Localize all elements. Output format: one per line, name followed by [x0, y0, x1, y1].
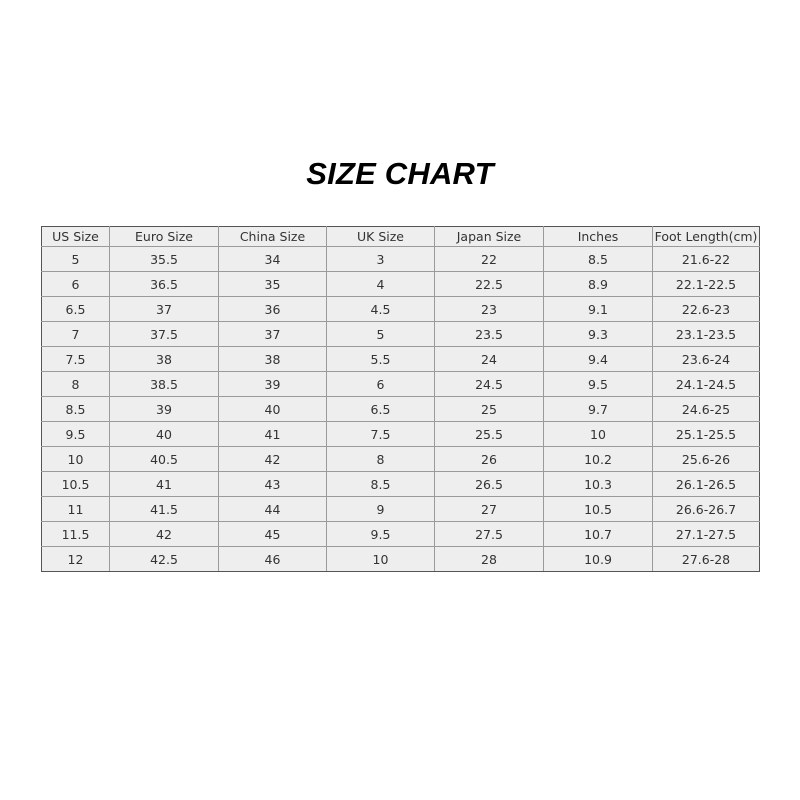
cell-china-size: 36: [219, 297, 327, 322]
cell-foot-length: 22.1-22.5: [653, 272, 760, 297]
cell-japan-size: 28: [435, 547, 544, 572]
cell-inches: 8.5: [544, 247, 653, 272]
cell-china-size: 38: [219, 347, 327, 372]
cell-japan-size: 24: [435, 347, 544, 372]
cell-japan-size: 22.5: [435, 272, 544, 297]
cell-uk-size: 6: [327, 372, 435, 397]
header-china-size: China Size: [219, 227, 327, 247]
cell-euro-size: 40: [110, 422, 219, 447]
cell-foot-length: 27.1-27.5: [653, 522, 760, 547]
cell-us-size: 9.5: [42, 422, 110, 447]
cell-china-size: 40: [219, 397, 327, 422]
header-inches: Inches: [544, 227, 653, 247]
cell-inches: 10.3: [544, 472, 653, 497]
cell-uk-size: 9: [327, 497, 435, 522]
cell-japan-size: 24.5: [435, 372, 544, 397]
cell-foot-length: 24.1-24.5: [653, 372, 760, 397]
table-row: [42, 397, 760, 422]
cell-inches: 9.5: [544, 372, 653, 397]
cell-foot-length: 22.6-23: [653, 297, 760, 322]
cell-japan-size: 27: [435, 497, 544, 522]
header-uk-size: UK Size: [327, 227, 435, 247]
cell-inches: 9.1: [544, 297, 653, 322]
table-row: [42, 522, 760, 547]
cell-china-size: 41: [219, 422, 327, 447]
cell-euro-size: 35.5: [110, 247, 219, 272]
cell-japan-size: 25: [435, 397, 544, 422]
cell-foot-length: 24.6-25: [653, 397, 760, 422]
cell-foot-length: 23.1-23.5: [653, 322, 760, 347]
cell-inches: 10.9: [544, 547, 653, 572]
cell-euro-size: 40.5: [110, 447, 219, 472]
cell-uk-size: 4: [327, 272, 435, 297]
cell-foot-length: 25.1-25.5: [653, 422, 760, 447]
cell-us-size: 6.5: [42, 297, 110, 322]
cell-china-size: 35: [219, 272, 327, 297]
cell-inches: 9.3: [544, 322, 653, 347]
cell-china-size: 34: [219, 247, 327, 272]
header-japan-size: Japan Size: [435, 227, 544, 247]
cell-euro-size: 38: [110, 347, 219, 372]
cell-uk-size: 5.5: [327, 347, 435, 372]
cell-foot-length: 21.6-22: [653, 247, 760, 272]
cell-japan-size: 26: [435, 447, 544, 472]
cell-us-size: 11: [42, 497, 110, 522]
table-row: [42, 422, 760, 447]
cell-foot-length: 26.6-26.7: [653, 497, 760, 522]
cell-china-size: 39: [219, 372, 327, 397]
cell-uk-size: 8: [327, 447, 435, 472]
cell-uk-size: 10: [327, 547, 435, 572]
cell-japan-size: 26.5: [435, 472, 544, 497]
table-row: [42, 472, 760, 497]
table-row: [42, 297, 760, 322]
cell-china-size: 43: [219, 472, 327, 497]
header-foot-length: Foot Length(cm): [653, 227, 760, 247]
table-row: [42, 547, 760, 572]
cell-uk-size: 9.5: [327, 522, 435, 547]
cell-inches: 10: [544, 422, 653, 447]
header-us-size: US Size: [42, 227, 110, 247]
cell-us-size: 6: [42, 272, 110, 297]
table-row: [42, 272, 760, 297]
cell-china-size: 37: [219, 322, 327, 347]
cell-euro-size: 42.5: [110, 547, 219, 572]
cell-uk-size: 3: [327, 247, 435, 272]
cell-us-size: 10.5: [42, 472, 110, 497]
cell-inches: 10.5: [544, 497, 653, 522]
cell-inches: 9.4: [544, 347, 653, 372]
header-euro-size: Euro Size: [110, 227, 219, 247]
table-row: [42, 322, 760, 347]
cell-japan-size: 27.5: [435, 522, 544, 547]
cell-china-size: 44: [219, 497, 327, 522]
cell-us-size: 11.5: [42, 522, 110, 547]
cell-inches: 8.9: [544, 272, 653, 297]
cell-euro-size: 42: [110, 522, 219, 547]
table-row: [42, 372, 760, 397]
cell-us-size: 7.5: [42, 347, 110, 372]
cell-foot-length: 23.6-24: [653, 347, 760, 372]
cell-foot-length: 26.1-26.5: [653, 472, 760, 497]
cell-japan-size: 25.5: [435, 422, 544, 447]
cell-euro-size: 37: [110, 297, 219, 322]
cell-china-size: 45: [219, 522, 327, 547]
page-title: SIZE CHART: [306, 156, 494, 191]
cell-uk-size: 6.5: [327, 397, 435, 422]
cell-us-size: 5: [42, 247, 110, 272]
cell-euro-size: 36.5: [110, 272, 219, 297]
cell-inches: 10.7: [544, 522, 653, 547]
cell-uk-size: 5: [327, 322, 435, 347]
cell-foot-length: 27.6-28: [653, 547, 760, 572]
cell-euro-size: 38.5: [110, 372, 219, 397]
cell-us-size: 8.5: [42, 397, 110, 422]
cell-inches: 10.2: [544, 447, 653, 472]
cell-us-size: 10: [42, 447, 110, 472]
cell-uk-size: 7.5: [327, 422, 435, 447]
cell-uk-size: 4.5: [327, 297, 435, 322]
cell-us-size: 8: [42, 372, 110, 397]
cell-japan-size: 23: [435, 297, 544, 322]
cell-uk-size: 8.5: [327, 472, 435, 497]
table-row: [42, 447, 760, 472]
cell-euro-size: 41: [110, 472, 219, 497]
cell-us-size: 7: [42, 322, 110, 347]
cell-china-size: 42: [219, 447, 327, 472]
size-chart-table: [41, 226, 760, 572]
cell-foot-length: 25.6-26: [653, 447, 760, 472]
cell-japan-size: 22: [435, 247, 544, 272]
cell-inches: 9.7: [544, 397, 653, 422]
cell-us-size: 12: [42, 547, 110, 572]
table-row: [42, 497, 760, 522]
cell-euro-size: 39: [110, 397, 219, 422]
table-header-row: [42, 227, 760, 247]
table-row: [42, 347, 760, 372]
cell-euro-size: 41.5: [110, 497, 219, 522]
table-row: [42, 247, 760, 272]
cell-japan-size: 23.5: [435, 322, 544, 347]
cell-china-size: 46: [219, 547, 327, 572]
cell-euro-size: 37.5: [110, 322, 219, 347]
